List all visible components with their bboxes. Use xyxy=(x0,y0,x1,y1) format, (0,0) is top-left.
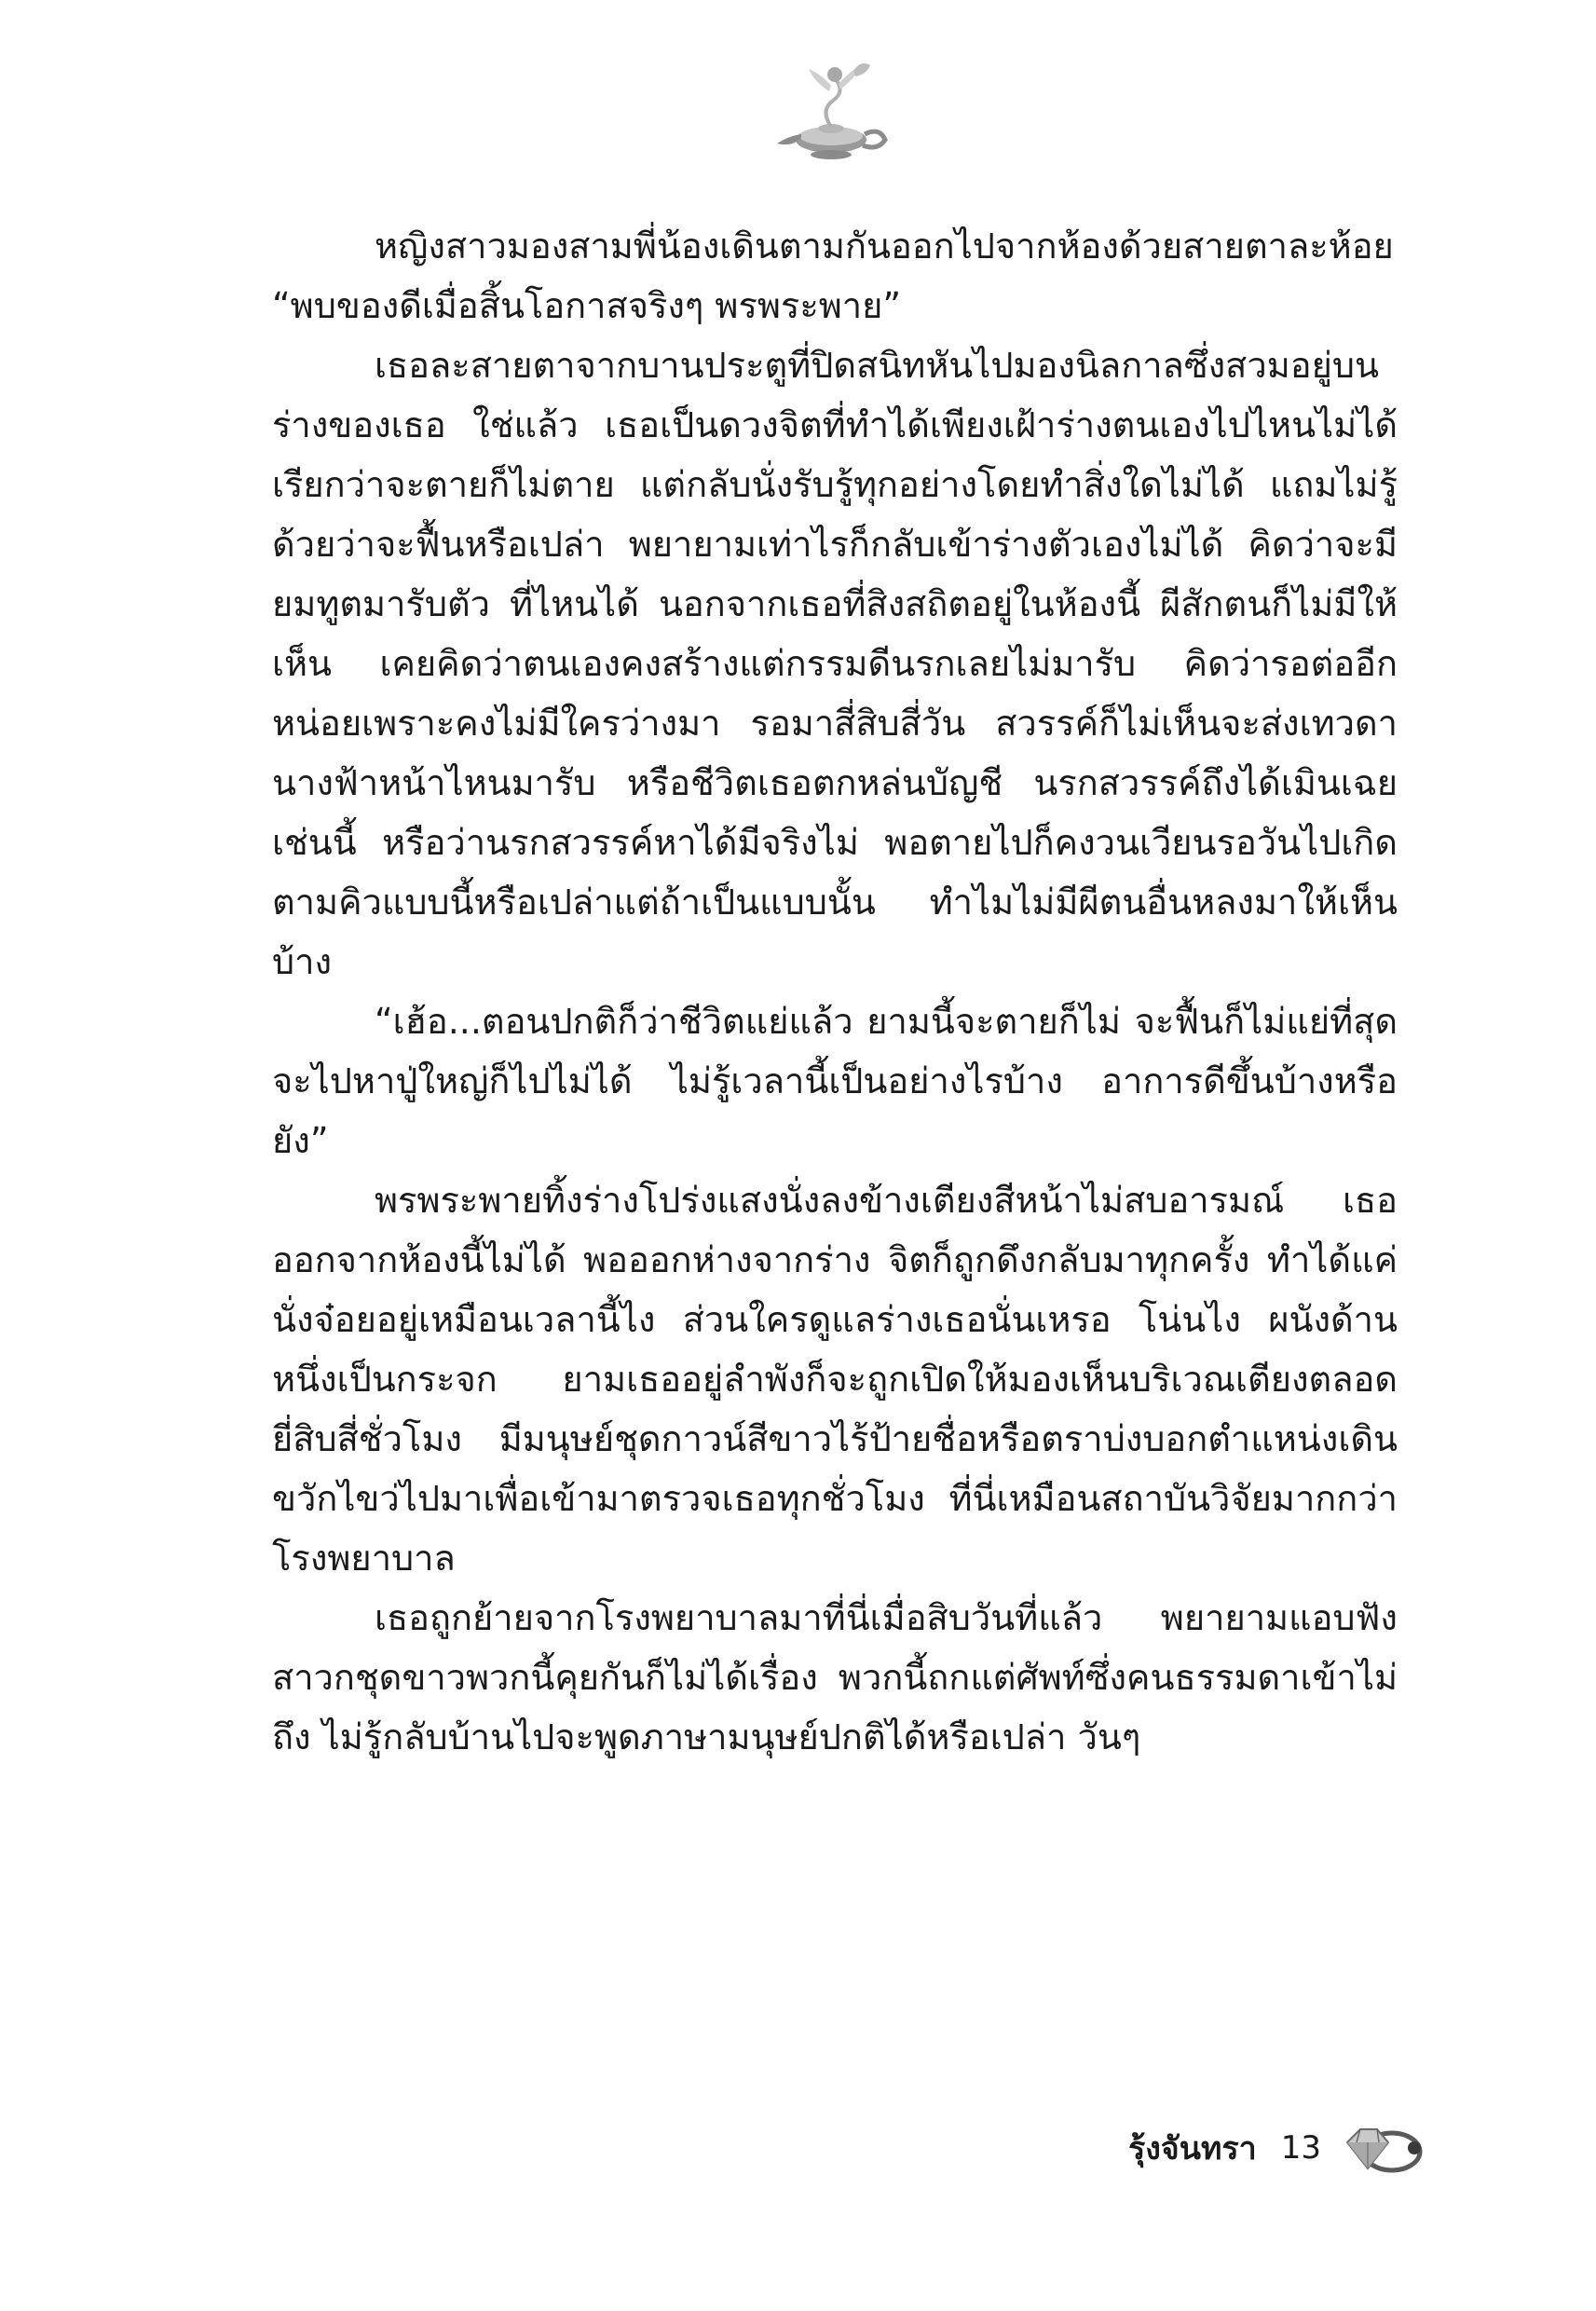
paragraph: พรพระพายทิ้งร่างโปร่งแสงนั่งลงข้างเตียงสีหน้าไม่สบอารมณ์ เธอออกจากห้องนี้ไม่ได้ พอออกห่างจากร่าง จิตก็ถูกดึงกลับมาทุกครั้ง ทำได้แค่นั่งจ๋อยอยู่เหมือนเวลานี้ไง ส่วนใครดูแลร่างเธอนั่นเหรอ โน่นไง ผนังด้านหนึ่งเป็นกระจก ยามเธออยู่ลำพังก็จะถูกเปิดให้มองเห็นบริเวณเตียงตลอดยี่สิบสี่ชั่วโมง มีมนุษย์ชุดกาวน์สีขาวไร้ป้ายชื่อหรือตราบ่งบอกตำแหน่งเดินขวักไขว่ไปมาเพื่อเข้ามาตรวจเธอทุกชั่วโมง ที่นี่เหมือนสถาบันวิจัยมากกว่าโรงพยาบาล xyxy=(272,1180,1398,1579)
paragraph: เธอถูกย้ายจากโรงพยาบาลมาที่นี่เมื่อสิบวันที่แล้ว พยายามแอบฟังสาวกชุดขาวพวกนี้คุยกันก็ไม่ได้เรื่อง พวกนี้ถกแต่ศัพท์ซึ่งคนธรรมดาเข้าไม่ถึง ไม่รู้กลับบ้านไปจะพูดภาษามนุษย์ปกติได้หรือเปล่า วันๆ xyxy=(272,1597,1398,1757)
paragraph: เธอละสายตาจากบานประตูที่ปิดสนิทหันไปมองนิลกาลซึ่งสวมอยู่บนร่างของเธอ ใช่แล้ว เธอเป็นดวงจิตที่ทำได้เพียงเฝ้าร่างตนเองไปไหนไม่ได้ เรียกว่าจะตายก็ไม่ตาย แต่กลับนั่งรับรู้ทุกอย่างโดยทำสิ่งใดไม่ได้ แถมไม่รู้ด้วยว่าจะฟื้นหรือเปล่า พยายามเท่าไรก็กลับเข้าร่างตัวเองไม่ได้ คิดว่าจะมียมทูตมารับตัว ที่ไหนได้ นอกจากเธอที่สิงสถิตอยู่ในห้องนี้ ผีสักตนก็ไม่มีให้เห็น เคยคิดว่าตนเองคงสร้างแต่กรรมดีนรกเลยไม่มารับ คิดว่ารอต่ออีกหน่อยเพราะคงไม่มีใครว่างมา รอมาสี่สิบสี่วัน สวรรค์ก็ไม่เห็นจะส่งเทวดานางฟ้าหน้าไหนมารับ หรือชีวิตเธอตกหล่นบัญชี นรกสวรรค์ถึงได้เมินเฉยเช่นนี้ หรือว่านรกสวรรค์หาได้มีจริงไม่ พอตายไปก็คงวนเวียนรอวันไปเกิดตามคิวแบบนี้หรือเปล่าแต่ถ้าเป็นแบบนั้น ทำไมไม่มีผีตนอื่นหลงมาให้เห็นบ้าง xyxy=(272,345,1398,982)
book-title: รุ้งจันทรา xyxy=(1127,2130,1257,2167)
page-number: 13 xyxy=(1280,2129,1321,2167)
genie-lamp-fairy-icon xyxy=(764,54,904,166)
gem-ring-icon xyxy=(1340,2122,1425,2174)
paragraph: “เฮ้อ...ตอนปกติก็ว่าชีวิตแย่แล้ว ยามนี้จะตายก็ไม่ จะฟื้นก็ไม่แย่ที่สุด จะไปหาปู่ใหญ่ก็ไปไม่ได้ ไม่รู้เวลานี้เป็นอย่างไรบ้าง อาการดีขึ้นบ้างหรือยัง” xyxy=(272,1001,1398,1161)
chapter-body-text xyxy=(272,216,1398,1767)
page-footer xyxy=(1053,2120,1425,2176)
paragraph: หญิงสาวมองสามพี่น้องเดินตามกันออกไปจากห้องด้วยสายตาละห้อย “พบของดีเมื่อสิ้นโอกาสจริงๆ พรพระพาย” xyxy=(272,226,1394,326)
